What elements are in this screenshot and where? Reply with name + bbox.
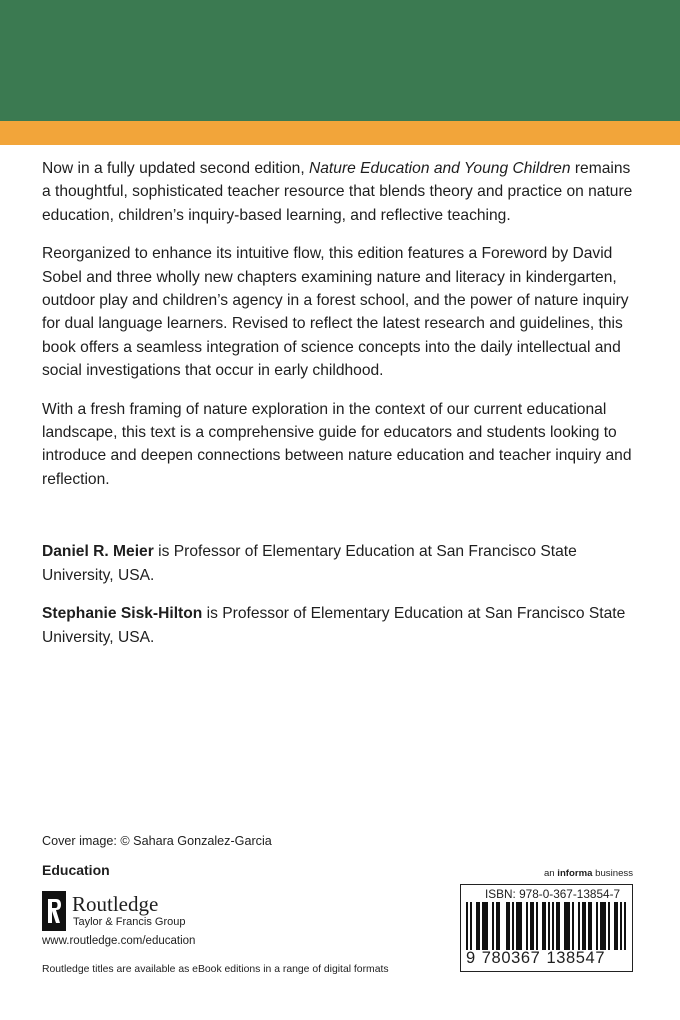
publisher-group: Taylor & Francis Group	[73, 916, 186, 928]
ebook-availability-note: Routledge titles are available as eBook editions in a range of digital formats	[42, 964, 389, 975]
routledge-logo-icon	[42, 891, 66, 931]
author-bios	[42, 540, 642, 664]
blurb-paragraph-2: Reorganized to enhance its intuitive flow, this edition features a Foreword by David Sobel and three wholly new chapters examining nature and literacy in kindergarten, outdoor play and children’s agency in a forest school, and the power of nature inquiry for dual language learners. Revised to reflect the latest research and guidelines, this book offers a seamless integration of science concepts into the daily intellectual and social investigations that occur in early childhood.	[42, 245, 629, 380]
publisher-name: Routledge	[72, 892, 159, 916]
author-bio-1: Daniel R. Meier is Professor of Elementary Education at San Francisco State University, USA.	[42, 543, 577, 584]
barcode-bars-icon	[465, 902, 627, 950]
cover-image-credit: Cover image: © Sahara Gonzalez-Garcia	[42, 834, 272, 848]
subject-category: Education	[42, 862, 110, 878]
author-bio-2: Stephanie Sisk-Hilton is Professor of Elementary Education at San Francisco State University, USA.	[42, 605, 626, 646]
accent-orange-band	[0, 121, 680, 145]
isbn-label: ISBN: 978-0-367-13854-7	[485, 887, 621, 901]
author-name: Stephanie Sisk-Hilton	[42, 605, 203, 622]
blurb-paragraph-3: With a fresh framing of nature exploration in the context of our current educational landscape, this text is a comprehensive guide for educators and students looking to introduce and deepen connections between nature education and teacher inquiry and reflection.	[42, 400, 632, 488]
book-blurb	[42, 157, 642, 506]
barcode-digits: 9 780367 138547	[466, 949, 606, 967]
author-name: Daniel R. Meier	[42, 543, 154, 560]
isbn-barcode	[460, 884, 633, 972]
informa-business-tag: an informa business	[543, 868, 633, 879]
book-title: Nature Education and Young Children	[309, 160, 571, 177]
top-green-band	[0, 0, 680, 121]
publisher-block	[42, 891, 302, 935]
publisher-url: www.routledge.com/education	[42, 935, 196, 947]
blurb-paragraph-1: Now in a fully updated second edition, Nature Education and Young Children remains a thoughtful, sophisticated teacher resource that blends theory and practice on nature education, children’s inquiry-based learning, and reflective teaching.	[42, 160, 633, 224]
